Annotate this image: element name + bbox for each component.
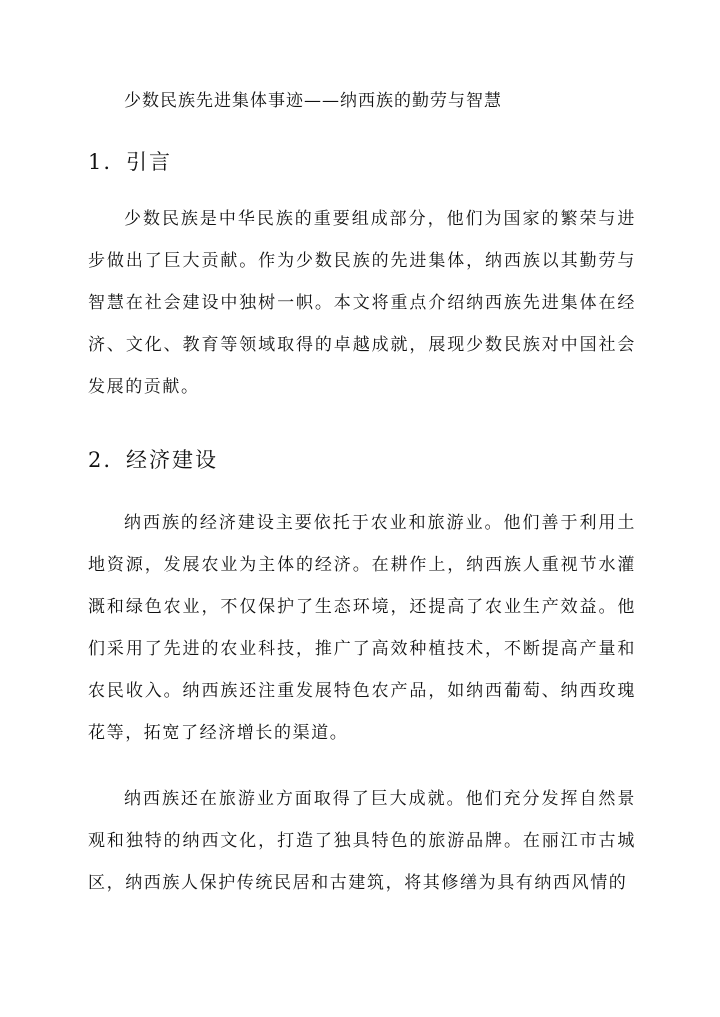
section-title: 经济建设 [126,448,218,472]
section-heading-introduction [88,146,172,176]
section-title: 引言 [126,150,172,174]
document-title: 少数民族先进集体事迹——纳西族的勤劳与智慧 [124,91,502,111]
section-number: 2. [88,448,113,472]
section-number: 1. [88,150,113,174]
paragraph-agriculture: 纳西族的经济建设主要依托于农业和旅游业。他们善于利用土地资源，发展农业为主体的经济。在耕作上，纳西族人重视节水灌溉和绿色农业，不仅保护了生态环境，还提高了农业生产效益。他们采用了先进的农业科技，推广了高效种植技术，不断提高产量和农民收入。纳西族还注重发展特色农产品，如纳西葡萄、纳西玫瑰花等，拓宽了经济增长的渠道。 [88,513,636,743]
paragraph-tourism: 纳西族还在旅游业方面取得了巨大成就。他们充分发挥自然景观和独特的纳西文化，打造了独具特色的旅游品牌。在丽江市古城区，纳西族人保护传统民居和古建筑，将其修缮为具有纳西风情的 [88,789,636,893]
section-heading-economy [88,444,218,474]
paragraph-introduction: 少数民族是中华民族的重要组成部分，他们为国家的繁荣与进步做出了巨大贡献。作为少数民族的先进集体，纳西族以其勤劳与智慧在社会建设中独树一帜。本文将重点介绍纳西族先进集体在经济、文化、教育等领域取得的卓越成就，展现少数民族对中国社会发展的贡献。 [88,209,636,397]
